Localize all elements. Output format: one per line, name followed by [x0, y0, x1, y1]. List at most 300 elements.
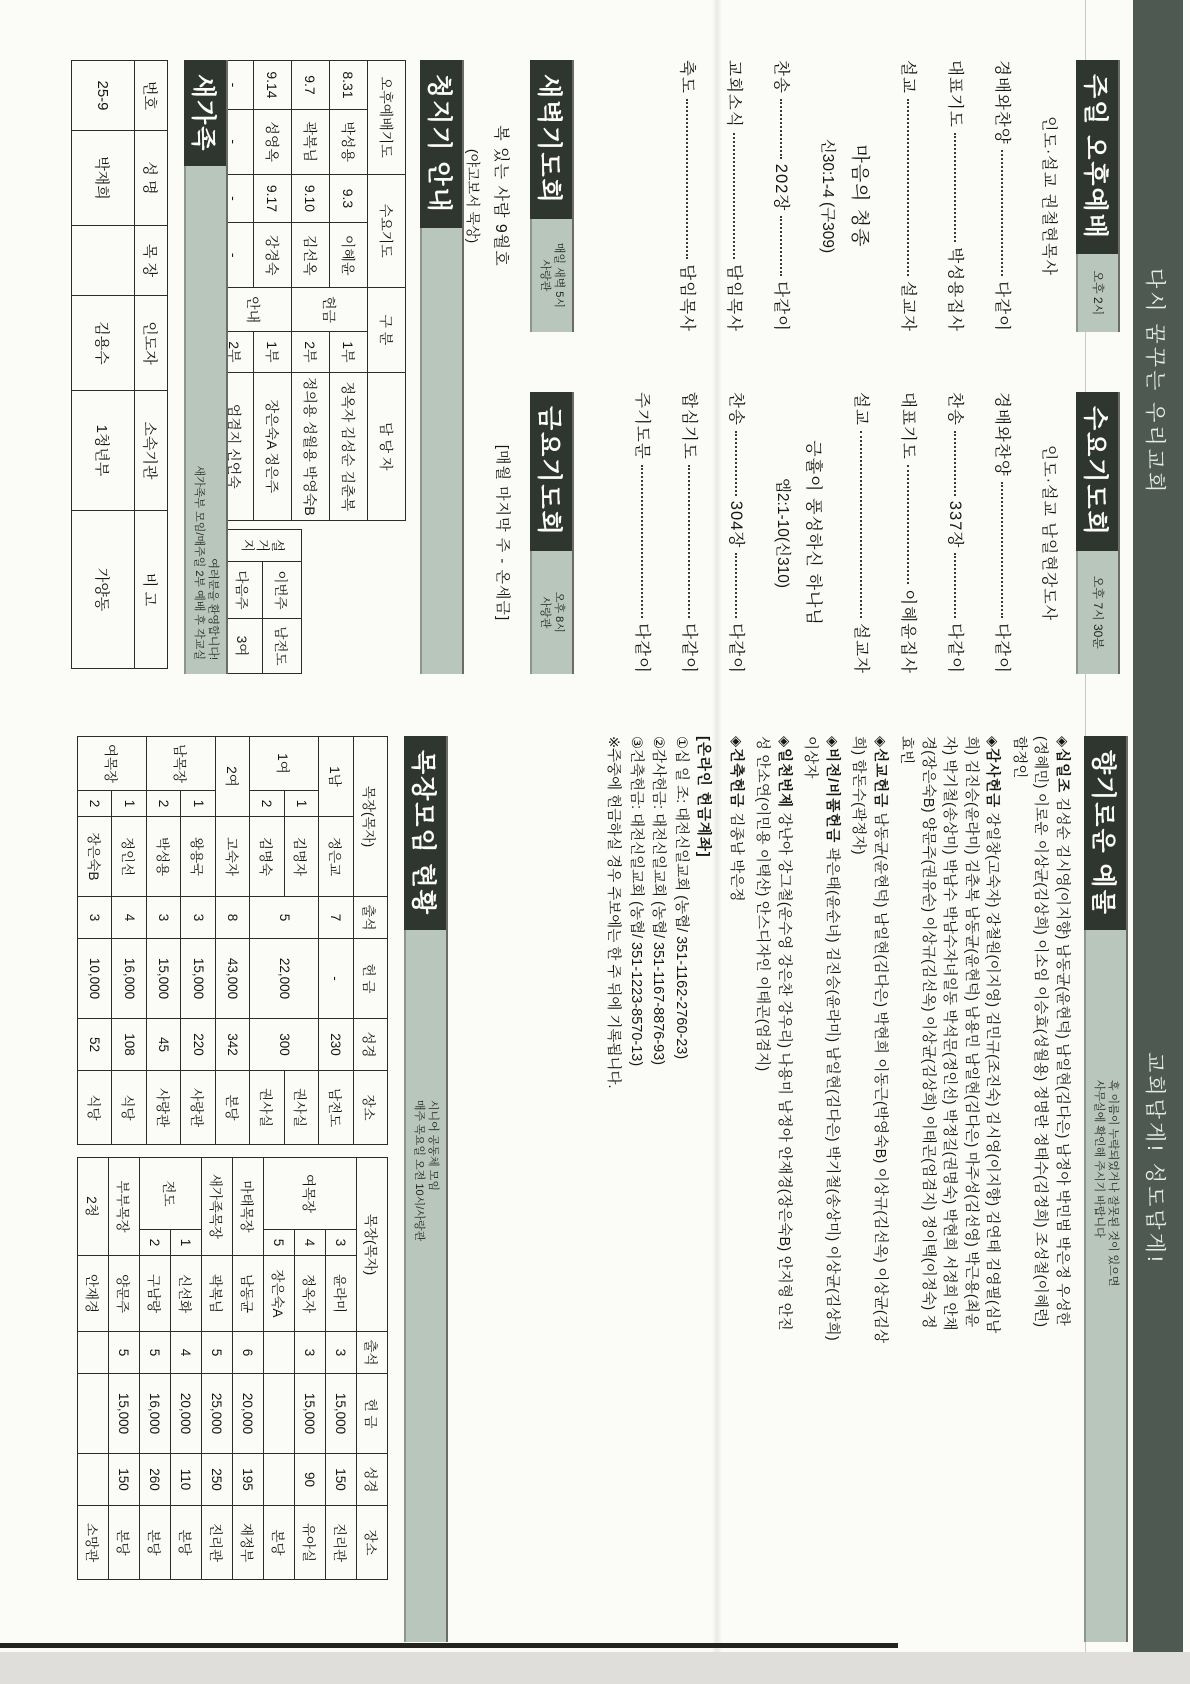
table-cell: 이혜윤 [330, 223, 368, 288]
dawn-notes [463, 60, 514, 332]
table-cell: 90 [295, 1454, 326, 1506]
table-cell: 22,000 [250, 939, 319, 1019]
service-time: 오후 2시 [1091, 270, 1105, 316]
table-cell: 150 [109, 1454, 140, 1506]
order-item-value: 다같이 [772, 281, 790, 332]
service-order-row [677, 60, 701, 332]
section-title: 수요기도회 [1076, 392, 1118, 551]
order-item-value: 다같이 [946, 623, 964, 674]
service-order-row [632, 392, 656, 674]
table-cell: 재정부 [233, 1506, 264, 1580]
offering-paragraph-line: ◈비전/비품헌금 곽은태(윤순녀) 김진승(윤라미) 남일현(김다은) 박기철(송상미) 이상균(김상희) [824, 736, 840, 1341]
table-cell: 8 [215, 897, 249, 939]
service-order-row [992, 60, 1016, 332]
section-header [1076, 60, 1120, 332]
order-item-label: 찬송 [946, 392, 964, 426]
offering-paragraph-line: 경(장은숙B) 양문주(권유순) 이상규(김선옥) 이상균(김상희) 이태곤(엄겸지) 정이택(이정숙) 정 [920, 736, 936, 1329]
table-cell: 성영옥 [254, 109, 292, 174]
table-cell: 본당 [140, 1506, 171, 1580]
dotted-leader [735, 553, 737, 618]
table-cell: 110 [171, 1454, 202, 1506]
table-cell: 남전도 [319, 1071, 353, 1145]
offering-category-label: ◈일천번제 [776, 736, 792, 809]
slogan-left: 다시 꿈꾸는 우리교회 [1143, 268, 1166, 496]
table-cell: 남목장 [146, 737, 215, 791]
table-row [109, 1158, 140, 1580]
table-cell: 1 [171, 1230, 202, 1256]
table-row [72, 61, 135, 669]
service-order-row [679, 392, 703, 674]
table-cell: 1남 [319, 737, 353, 817]
section-friday-prayer [493, 392, 574, 674]
table-cell: 부부목장 [109, 1158, 140, 1256]
new-family-table [71, 60, 168, 669]
table-cell: 식당 [112, 1071, 146, 1145]
senior-meeting-time: 매주 목요일 오전 10시/사랑관 [413, 1099, 425, 1242]
table-cell: 진리관 [202, 1506, 233, 1580]
table-cell: 마태목장 [233, 1158, 264, 1256]
table-cell: - [216, 61, 254, 110]
welcome-schedule: 새가족부 모임/매주일 2부 예배 후 각교실 [193, 465, 205, 660]
offering-paragraph [847, 736, 890, 1642]
table-cell: 왕용국 [181, 817, 215, 897]
table-cell: 20,000 [233, 1374, 264, 1454]
table-cell: - [216, 109, 254, 174]
order-item-label: 찬송 [772, 60, 790, 94]
panel-fold-shadow [712, 0, 722, 1684]
table-cell: 15,000 [181, 939, 215, 1019]
table-cell: 권사실 [284, 1071, 318, 1145]
table-cell: 본당 [109, 1506, 140, 1580]
section-title: 새가족 [184, 60, 226, 166]
order-item-label: 설교 [899, 60, 917, 94]
table-cell: 300 [250, 1019, 319, 1071]
table-cell: 20,000 [171, 1374, 202, 1454]
table-cell: 3여 [224, 618, 263, 673]
table-cell: 5 [202, 1332, 233, 1374]
section-header [1076, 392, 1120, 674]
table-cell: 3 [181, 897, 215, 939]
table-cell: 4 [112, 897, 146, 939]
table-cell: 2 [250, 791, 284, 817]
table-cell: 4 [295, 1230, 326, 1256]
table-header-row [357, 1158, 388, 1580]
section-header [404, 736, 448, 1642]
mokjang-table-a [77, 736, 388, 1145]
table-cell: 15,000 [109, 1374, 140, 1454]
meeting-time: 오후 8시 [553, 591, 565, 633]
table-cell: 식당 [78, 1071, 113, 1145]
dotted-leader [1001, 482, 1003, 618]
steward-table [215, 60, 406, 521]
table-cell: 15,000 [295, 1374, 326, 1454]
table-header-row [135, 61, 168, 669]
table-cell: 권사실 [250, 1071, 284, 1145]
table-cell: 15,000 [326, 1374, 357, 1454]
mokjang-table-b [77, 1157, 388, 1580]
online-account-line: ※주중에 헌금하실 경우 주보에는 한 주 뒤에 기록됩니다. [605, 736, 622, 1089]
order-item-label: 경배와찬양 [993, 392, 1011, 477]
offering-paragraph-line: 함정인 [1011, 736, 1027, 779]
scanner-edge-line [0, 1643, 898, 1648]
table-cell: 4 [171, 1332, 202, 1374]
table-cell: 여목장 [78, 737, 147, 791]
service-order-row [724, 60, 748, 332]
friday-notes [493, 392, 514, 674]
table-cell [78, 1332, 109, 1374]
table-cell: 박성용 [330, 109, 368, 174]
table-cell: 9.17 [254, 174, 292, 223]
table-cell: 장은숙A [264, 1256, 295, 1332]
offering-paragraph [1008, 736, 1073, 1642]
order-item-label: 주기도문 [633, 392, 651, 460]
dotted-leader [954, 431, 956, 496]
section-fragrant-offering [602, 736, 1128, 1642]
offering-category-label: ◈십일조 [1054, 736, 1070, 794]
offering-paragraph-line: ◈건축헌금 김종남 박은정 [728, 736, 744, 902]
table-row [112, 737, 146, 1145]
table-cell: 3 [326, 1230, 357, 1256]
order-item-label: 설교 [852, 392, 870, 426]
table-cell: 남동균 [233, 1256, 264, 1332]
table-cell: 정의용 성월용 박영숙B [292, 372, 330, 520]
offering-paragraph [751, 736, 794, 1642]
table-cell [78, 1454, 109, 1506]
table-cell: - [216, 223, 254, 288]
table-cell: 9.14 [254, 61, 292, 110]
table-cell: 16,000 [140, 1374, 171, 1454]
table-cell: 가양동 [72, 511, 135, 669]
service-order-list [898, 60, 1016, 332]
sermon-block [773, 392, 828, 674]
table-header-cell: 비 고 [135, 511, 168, 669]
offering-paragraph [725, 736, 747, 1642]
table-header-cell: 오후예배기도 [368, 61, 406, 175]
table-cell: 1부 [330, 332, 368, 372]
table-cell: 5 [250, 897, 319, 939]
dotted-leader [688, 465, 690, 618]
table-cell: 강경숙 [254, 223, 292, 288]
service-order-row [945, 392, 969, 674]
table-cell: 250 [202, 1454, 233, 1506]
table-cell: 정인선 [112, 817, 146, 897]
order-item-value: 담임목사 [725, 264, 743, 332]
table-cell: 260 [140, 1454, 171, 1506]
offering-paragraph-line: 희) 김진승(윤라미) 김춘복 남동균(윤현덕) 남용민 남일현(김다은) 마주성(김선영) 박근용(최윤 [963, 736, 979, 1328]
order-item-mid: 202장 [772, 163, 790, 212]
offering-paragraph-line: 자) 박기철(송상미) 박남수 박남수자녀일동 박석문(정인선) 박정길(권명숙) 박현희 서정희 안채 [941, 736, 958, 1331]
table-cell: 사랑관 [146, 1071, 180, 1145]
dawn-material: 복 있는 사람 9월호 [492, 125, 509, 267]
table-header-cell: 장소 [357, 1506, 388, 1580]
offering-name-lists [725, 736, 1073, 1642]
section-mokjang-status [77, 736, 448, 1642]
meeting-time: 매일 새벽 5시 [553, 242, 565, 309]
welcome-line: 여러분을 환영합니다! [207, 558, 219, 660]
table-header-cell: 담 당 자 [368, 372, 406, 520]
table-cell: 새가족목장 [202, 1158, 233, 1256]
service-leader: 인도·설교 남일현강도사 [1040, 444, 1057, 622]
table-row [326, 1158, 357, 1580]
table-cell: 3 [146, 897, 180, 939]
meeting-place: 사랑관 [539, 596, 551, 629]
table-cell: 1 [284, 791, 318, 817]
table-cell: 정옥자 [295, 1256, 326, 1332]
service-order-row [992, 392, 1016, 674]
section-dawn-prayer [463, 60, 574, 332]
order-item-label: 교회소식 [725, 60, 743, 128]
table-cell: 안내 [216, 288, 292, 332]
service-order-row [898, 60, 922, 332]
table-cell: 안재경 [78, 1256, 109, 1332]
table-cell: 43,000 [215, 939, 249, 1019]
table-cell: 3 [326, 1332, 357, 1374]
dotted-leader [954, 133, 956, 243]
table-row [319, 737, 353, 1145]
table-header-cell: 구 분 [368, 288, 406, 373]
table-cell: 9.3 [330, 174, 368, 223]
table-cell: 곽복님 [292, 109, 330, 174]
offering-paragraph-line: ◈일천번제 강난아 강그철(운수영 강은찬 강우리) 나용미 남정아 안재경(장은숙B) 안지형 안진 [776, 736, 792, 1331]
table-cell: 5 [264, 1230, 295, 1256]
service-order-row [771, 60, 795, 332]
offering-paragraph [799, 736, 842, 1642]
dawn-material-sub: (야고보서 묵상) [465, 148, 481, 244]
table-cell: 김명자 [284, 817, 318, 897]
table-header-cell: 출석 [357, 1332, 388, 1374]
table-cell: 1청년부 [72, 391, 135, 511]
table-row [171, 1158, 202, 1580]
offering-paragraph-line: (정혜민) 이로운 이상균(김상희) 이소임 이승효(성월용) 정명란 정태수(김정희) 조성철(이혜련) [1032, 736, 1049, 1328]
order-item-value: 이혜윤집사 [899, 589, 917, 674]
section-title: 새벽기도회 [530, 60, 572, 219]
section-title: 주일 오후예배 [1076, 60, 1118, 254]
table-cell: 본당 [264, 1506, 295, 1580]
table-header-cell: 수요기도 [368, 174, 406, 288]
table-cell: 195 [233, 1454, 264, 1506]
table-cell: 45 [146, 1019, 180, 1071]
offering-note-line: 사무실에 확인해 주시기 바랍니다 [1093, 1079, 1105, 1238]
table-cell: 정은교 [319, 817, 353, 897]
table-cell: 3 [295, 1332, 326, 1374]
section-sunday-afternoon-service [654, 60, 1120, 332]
service-order-row [851, 392, 875, 674]
table-cell: 박성용 [146, 817, 180, 897]
sermon-title: 마음의 청종 [849, 144, 870, 248]
scanner-margin [0, 1652, 1190, 1684]
table-cell: 엄겸지 신언숙 [216, 372, 254, 520]
order-item-label: 축도 [678, 60, 696, 94]
table-header-cell: 출석 [353, 897, 387, 939]
section-steward-guide [215, 60, 464, 674]
table-header-cell: 인도자 [135, 296, 168, 391]
section-header [530, 392, 574, 674]
table-row [254, 61, 292, 521]
table-cell: 5 [109, 1332, 140, 1374]
table-cell: 박재희 [72, 131, 135, 226]
service-time: 오후 7시 30분 [1091, 575, 1105, 649]
service-leader: 인도·설교 권철현목사 [1040, 116, 1057, 276]
table-cell: 5 [140, 1332, 171, 1374]
order-item-label: 찬송 [727, 392, 745, 426]
offering-paragraph-line: ◈선교헌금 남동균(윤현덕) 남일현(김다은) 박현희 이동근(박영숙B) 이상규(김선옥) 이상균(김상 [872, 736, 888, 1344]
table-cell: 정옥자 김성순 김춘복 [330, 372, 368, 520]
table-cell: 9.10 [292, 174, 330, 223]
table-cell: 유아실 [295, 1506, 326, 1580]
table-cell: 108 [112, 1019, 146, 1071]
online-account-line: ①십 일 조: 대전신일교회 (농협/ 351-1162-2760-23) [673, 736, 689, 1060]
offering-paragraph-line: ◈십일조 김성순 김시영(이지향) 남동균(윤현덕) 남일현(김다은) 남정아 박민범 박은정 우성한 [1054, 736, 1070, 1327]
dotted-leader [735, 431, 737, 496]
order-item-value: 다같이 [633, 623, 651, 674]
table-cell: 곽복님 [202, 1256, 233, 1332]
table-cell: 본당 [215, 1071, 249, 1145]
table-cell: 8.31 [330, 61, 368, 110]
offering-category-label: ◈건축헌금 [728, 736, 744, 809]
table-cell: - [319, 939, 353, 1019]
order-item-value: 설교자 [852, 623, 870, 674]
section-header [420, 60, 464, 674]
offering-category-label: ◈감사헌금 [984, 736, 1001, 809]
dotted-leader [780, 99, 782, 159]
order-item-label: 경배와찬양 [993, 60, 1011, 145]
table-cell: 진리관 [326, 1506, 357, 1580]
table-cell: 25,000 [202, 1374, 233, 1454]
offering-paragraph-line: 성 안소연(이민용 이택산) 안스디자인 이태곤(엄겸지) [754, 736, 771, 1072]
table-header-cell: 번호 [135, 61, 168, 131]
dotted-leader [860, 431, 862, 618]
order-item-mid: 304장 [727, 500, 745, 549]
table-cell: 양문주 [109, 1256, 140, 1332]
offering-paragraph-line: ◈감사헌금 강일창(고숙자) 강철원(이지영) 김민규(조진숙) 김시영(이지향) 김연태 김영필(심남 [984, 736, 1001, 1334]
order-item-label: 대표기도 [899, 392, 917, 460]
table-header-cell: 목장(목자) [353, 737, 387, 897]
sermon-title: 긍휼이 풍성하신 하나님 [804, 440, 823, 626]
table-row [78, 737, 113, 1145]
table-header-cell: 성 명 [135, 131, 168, 226]
table-row [233, 1158, 264, 1580]
order-item-value: 설교자 [899, 281, 917, 332]
service-order-list [851, 392, 1016, 674]
service-order-row [726, 392, 750, 674]
sermon-block [818, 60, 875, 332]
order-item-value: 담임목사 [678, 264, 696, 332]
table-cell: 230 [319, 1019, 353, 1071]
table-cell [264, 1454, 295, 1506]
table-header-cell: 헌 금 [353, 939, 387, 1019]
online-account-list [602, 736, 692, 1642]
section-title: 금요기도회 [530, 392, 572, 551]
table-cell: 2 [140, 1230, 171, 1256]
table-cell [264, 1332, 295, 1374]
dotted-leader [907, 465, 909, 585]
table-cell: 사랑관 [181, 1071, 215, 1145]
dotted-leader [780, 216, 782, 276]
order-item-value: 다같이 [680, 623, 698, 674]
table-cell: 고숙자 [215, 817, 249, 897]
table-cell: 2 [146, 791, 180, 817]
table-cell [78, 1374, 109, 1454]
table-cell: 342 [215, 1019, 249, 1071]
order-item-value: 다같이 [727, 623, 745, 674]
table-row [202, 1158, 233, 1580]
service-order-list [677, 60, 795, 332]
section-title: 목장모임 현황 [404, 736, 446, 930]
table-cell: 3 [78, 897, 113, 939]
dotted-leader [686, 99, 688, 259]
table-cell: 10,000 [78, 939, 113, 1019]
table-cell: 2 [78, 791, 113, 817]
dotted-leader [641, 465, 643, 618]
table-cell: 전도 [140, 1158, 202, 1230]
table-cell: 다음주 [224, 562, 263, 619]
order-item-value: 박성용집사 [946, 247, 964, 332]
table-header-cell: 장소 [353, 1071, 387, 1145]
table-cell: 9.7 [292, 61, 330, 110]
offering-category-label: ◈선교헌금 [872, 736, 888, 809]
table-cell: 2여 [215, 737, 249, 817]
table-cell: 설거지 [224, 529, 302, 561]
section-title: 청지기 안내 [420, 60, 462, 228]
table-cell: 헌금 [292, 288, 368, 332]
order-item-value: 다같이 [993, 281, 1011, 332]
table-header-row [353, 737, 387, 1145]
table-row [215, 737, 249, 1145]
friday-note: [매월 마지막 주 - 온세금] [494, 444, 511, 622]
table-header-cell: 성경 [353, 1019, 387, 1071]
senior-meeting-label: 시니어 공동체 모임 [427, 1099, 439, 1191]
online-account-block [602, 736, 715, 1642]
table-header-cell: 목장(목자) [357, 1158, 388, 1332]
order-item-mid: 337장 [946, 500, 964, 549]
dotted-leader [954, 553, 956, 618]
table-cell: 15,000 [146, 939, 180, 1019]
table-cell: 2부 [292, 332, 330, 372]
section-header [530, 60, 574, 332]
offering-paragraph-line: 이상자 [802, 736, 819, 779]
section-new-family [71, 60, 228, 674]
table-cell: 7 [319, 897, 353, 939]
offering-paragraph-line: 효빈 [898, 736, 915, 765]
table-cell: 신선화 [171, 1256, 202, 1332]
online-account-line: ②감사헌금: 대전신일교회 (농협/ 351-1167-8876-93) [650, 736, 667, 1066]
table-header-cell: 헌 금 [357, 1374, 388, 1454]
offering-note-line: 혹 이름이 누락되었거나 잘못된 것이 있으면 [1107, 1079, 1119, 1287]
service-order-list [632, 392, 750, 674]
table-cell: 25-9 [72, 61, 135, 131]
table-row [181, 737, 215, 1145]
offering-paragraph [895, 736, 1003, 1642]
order-item-value: 다같이 [993, 623, 1011, 674]
section-title: 향기로운 예물 [1084, 736, 1126, 930]
table-cell: 장은숙A 정은주 [254, 372, 292, 520]
dotted-leader [907, 99, 909, 276]
table-cell: 장은숙B [78, 817, 113, 897]
table-header-row [368, 61, 406, 521]
table-cell: 1 [112, 791, 146, 817]
table-header-cell: 성경 [357, 1454, 388, 1506]
table-header-cell: 목 장 [135, 226, 168, 296]
table-cell [72, 226, 135, 296]
table-cell: 윤라미 [326, 1256, 357, 1332]
table-cell: 남전도 [263, 618, 302, 673]
section-wednesday-prayer [609, 392, 1120, 674]
table-row [284, 737, 318, 1145]
dotted-leader [1001, 150, 1003, 276]
table-cell: 2청 [78, 1158, 109, 1256]
online-account-title: [온라인 헌금계좌] [695, 736, 712, 858]
table-header-cell: 소속기관 [135, 391, 168, 511]
